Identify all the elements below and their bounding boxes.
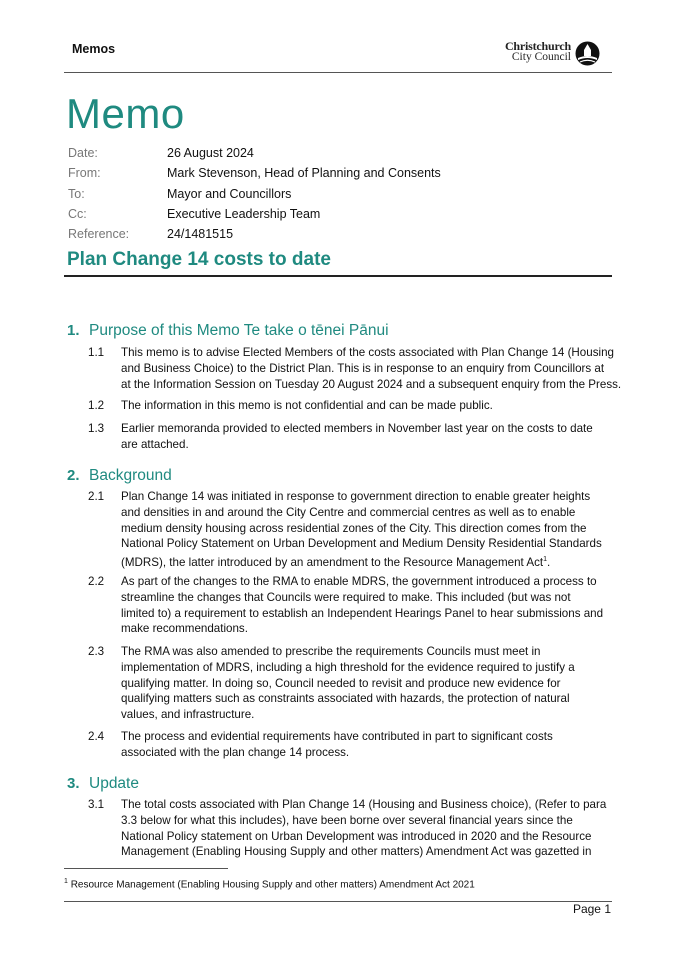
paragraph-line: medium density housing across residential zones of the City. This direction comes from the bbox=[121, 521, 587, 535]
meta-key: Reference: bbox=[68, 227, 130, 242]
meta-value: 26 August 2024 bbox=[167, 146, 254, 160]
footer-divider bbox=[64, 901, 612, 902]
paragraph-line: National Policy statement on Urban Development was introduced in 2020 and the Resource bbox=[121, 829, 592, 843]
section-title: Update bbox=[89, 775, 139, 792]
paragraph-line: National Policy Statement on Urban Development and Medium Density Residential Standards bbox=[121, 537, 602, 551]
paragraph-line: associated with the plan change 14 process. bbox=[121, 745, 350, 759]
paragraph-text bbox=[121, 729, 613, 761]
meta-key: From: bbox=[68, 166, 101, 181]
paragraph-line: The information in this memo is not confidential and can be made public. bbox=[121, 399, 493, 412]
paragraph-number: 2.2 bbox=[88, 575, 105, 588]
header-label: Memos bbox=[72, 42, 116, 56]
paragraph-number: 1.2 bbox=[88, 399, 105, 412]
paragraph-line: values, and infrastructure. bbox=[121, 708, 255, 722]
paragraph-line: The process and evidential requirements have contributed in part to significant costs bbox=[121, 730, 553, 743]
paragraph-line: streamline the changes that Councils were required to make. This included (but was not bbox=[121, 590, 571, 604]
paragraph-text bbox=[121, 421, 613, 453]
header-divider bbox=[64, 72, 612, 73]
footnote-reference[interactable]: 1 bbox=[543, 556, 548, 564]
paragraph-text bbox=[121, 345, 622, 392]
paragraph-number: 2.3 bbox=[88, 645, 105, 658]
footnote-text: Resource Management (Enabling Housing Supply and other matters) Amendment Act 2021 bbox=[70, 879, 475, 891]
section-heading-background bbox=[67, 467, 172, 485]
meta-key: Cc: bbox=[68, 206, 87, 221]
paragraph-text bbox=[121, 574, 613, 637]
paragraph-line: This memo is to advise Elected Members of the costs associated with Plan Change 14 (Housing bbox=[121, 346, 614, 359]
page-number: Page 1 bbox=[572, 902, 611, 916]
footnote bbox=[64, 878, 475, 890]
meta-value: Executive Leadership Team bbox=[167, 206, 321, 221]
paragraph-text bbox=[121, 644, 613, 723]
council-logo bbox=[498, 41, 600, 69]
paragraph-line: Management (Enabling Housing Supply and other matters) Amendment Act was gazetted in bbox=[121, 845, 592, 859]
memo-heading: Memo bbox=[66, 90, 185, 137]
line-tail: . bbox=[547, 556, 551, 570]
footnote-number: 1 bbox=[64, 878, 68, 885]
paragraph-line: Plan Change 14 was initiated in response to government direction to enable greater heights bbox=[121, 490, 591, 503]
paragraph-line: 3.3 below for what this includes), have been borne over several financial years since the bbox=[121, 813, 573, 827]
paragraph-number: 2.4 bbox=[88, 730, 105, 743]
paragraph-line: The total costs associated with Plan Change 14 (Housing and Business choice), (Refer to para bbox=[121, 798, 607, 811]
footnote-divider bbox=[64, 868, 228, 869]
section-number: 2. bbox=[67, 467, 80, 484]
logo-text bbox=[505, 41, 571, 63]
paragraph-line bbox=[121, 552, 613, 571]
meta-key: Date: bbox=[68, 146, 98, 160]
document-title: Plan Change 14 costs to date bbox=[67, 249, 331, 270]
logo-line-2: City Council bbox=[511, 51, 571, 63]
section-title: Purpose of this Memo Te take o tēnei Pānui bbox=[89, 322, 389, 339]
meta-value: 24/1481515 bbox=[167, 227, 234, 242]
paragraph-line: at the Information Session on Tuesday 20 August 2024 and a subsequent enquiry from the Press. bbox=[121, 377, 622, 391]
meta-value: Mark Stevenson, Head of Planning and Consents bbox=[167, 166, 441, 181]
paragraph-line: qualifying matter. In doing so, Council needed to revisit and produce new evidence for bbox=[121, 676, 561, 690]
section-heading-update bbox=[67, 775, 139, 793]
paragraph-number: 1.1 bbox=[88, 346, 105, 359]
cathedral-emblem-icon bbox=[575, 41, 600, 66]
section-title: Background bbox=[89, 467, 172, 484]
logo-line-1: Christchurch bbox=[504, 39, 571, 53]
section-heading-purpose bbox=[67, 322, 389, 340]
paragraph-text bbox=[121, 489, 613, 571]
paragraph-line: make recommendations. bbox=[121, 622, 248, 636]
paragraph-line: are attached. bbox=[121, 437, 189, 451]
paragraph-line: As part of the changes to the RMA to enable MDRS, the government introduced a process to bbox=[121, 575, 597, 588]
meta-key: To: bbox=[68, 186, 85, 201]
paragraph-number: 2.1 bbox=[88, 490, 105, 503]
paragraph-text bbox=[121, 797, 613, 860]
paragraph-line-text: (MDRS), the latter introduced by an amendment to the Resource Management Act bbox=[121, 556, 544, 570]
section-number: 3. bbox=[67, 775, 80, 792]
paragraph-line: The RMA was also amended to prescribe the requirements Councils must meet in bbox=[121, 645, 541, 658]
meta-value: Mayor and Councillors bbox=[167, 186, 292, 201]
paragraph-number: 1.3 bbox=[88, 422, 105, 435]
paragraph-line: and densities in and around the City Centre and commercial centres as well as to enable bbox=[121, 505, 576, 519]
section-number: 1. bbox=[67, 322, 80, 339]
paragraph-line: qualifying matters such as constraints associated with hazards, the protection of natural bbox=[121, 692, 570, 706]
paragraph-text bbox=[121, 398, 613, 414]
paragraph-line: and Business Choice) to the District Plan. This is in response to an enquiry from Councillors at bbox=[121, 361, 605, 375]
paragraph-number: 3.1 bbox=[88, 798, 105, 811]
paragraph-line: limited to) a requirement to establish an Independent Hearings Panel to hear submissions and bbox=[121, 606, 604, 620]
paragraph-line: implementation of MDRS, including a high threshold for the evidence required to justify a bbox=[121, 660, 575, 674]
paragraph-line: Earlier memoranda provided to elected members in November last year on the costs to date bbox=[121, 422, 593, 435]
title-divider bbox=[64, 275, 612, 277]
